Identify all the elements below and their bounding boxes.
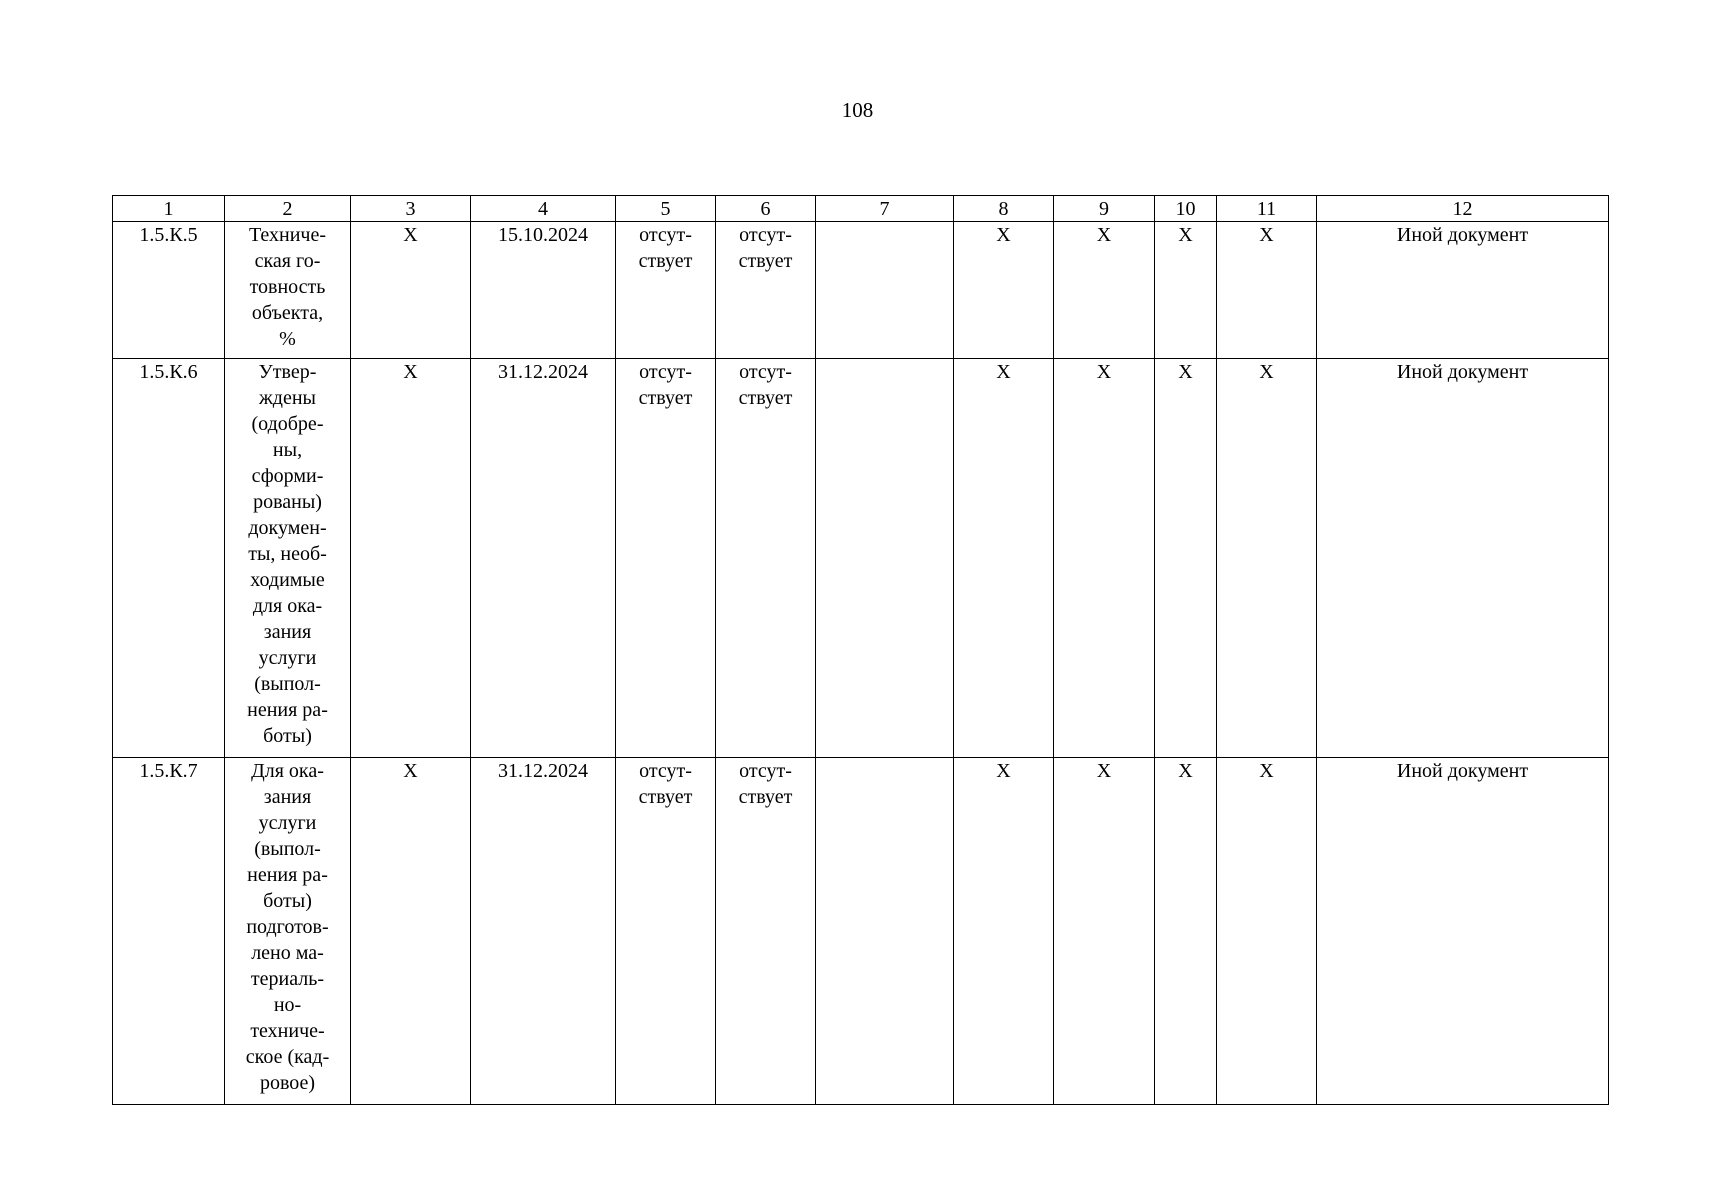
row-indicator-name: Техниче- ская го- товность объекта, % <box>225 222 351 359</box>
cell-mark: X <box>1054 359 1155 758</box>
cell-status: отсут- ствует <box>716 222 816 359</box>
cell-mark: X <box>1155 359 1217 758</box>
column-header: 9 <box>1054 196 1155 222</box>
column-header: 8 <box>954 196 1054 222</box>
cell-empty <box>816 359 954 758</box>
cell-mark: X <box>351 222 471 359</box>
cell-mark: X <box>1054 222 1155 359</box>
cell-status: отсут- ствует <box>616 758 716 1105</box>
data-table <box>112 195 1609 1105</box>
cell-status: отсут- ствует <box>716 359 816 758</box>
cell-empty <box>816 222 954 359</box>
cell-status: отсут- ствует <box>716 758 816 1105</box>
column-header: 12 <box>1317 196 1609 222</box>
cell-mark: X <box>1217 758 1317 1105</box>
row-document-type: Иной документ <box>1317 222 1609 359</box>
row-code: 1.5.К.7 <box>113 758 225 1105</box>
cell-status: отсут- ствует <box>616 359 716 758</box>
cell-empty <box>816 758 954 1105</box>
cell-mark: X <box>954 222 1054 359</box>
row-document-type: Иной документ <box>1317 359 1609 758</box>
row-document-type: Иной документ <box>1317 758 1609 1105</box>
column-header: 3 <box>351 196 471 222</box>
table-header-row <box>113 196 1609 222</box>
cell-mark: X <box>1155 758 1217 1105</box>
column-header: 1 <box>113 196 225 222</box>
column-header: 7 <box>816 196 954 222</box>
cell-mark: X <box>954 359 1054 758</box>
row-date: 31.12.2024 <box>471 758 616 1105</box>
table-row <box>113 758 1609 1105</box>
column-header: 6 <box>716 196 816 222</box>
table-row <box>113 359 1609 758</box>
column-header: 2 <box>225 196 351 222</box>
row-indicator-name: Для ока- зания услуги (выпол- нения ра- боты) подготов- лено ма- териаль- но- техниче- ское (кад- ровое) <box>225 758 351 1105</box>
cell-mark: X <box>351 359 471 758</box>
column-header: 4 <box>471 196 616 222</box>
row-date: 15.10.2024 <box>471 222 616 359</box>
cell-mark: X <box>1217 222 1317 359</box>
page-number: 108 <box>841 98 874 122</box>
cell-mark: X <box>1054 758 1155 1105</box>
column-header: 5 <box>616 196 716 222</box>
cell-mark: X <box>1155 222 1217 359</box>
row-code: 1.5.К.5 <box>113 222 225 359</box>
table-row <box>113 222 1609 359</box>
cell-mark: X <box>351 758 471 1105</box>
column-header: 11 <box>1217 196 1317 222</box>
row-date: 31.12.2024 <box>471 359 616 758</box>
column-header: 10 <box>1155 196 1217 222</box>
row-code: 1.5.К.6 <box>113 359 225 758</box>
cell-status: отсут- ствует <box>616 222 716 359</box>
cell-mark: X <box>954 758 1054 1105</box>
cell-mark: X <box>1217 359 1317 758</box>
row-indicator-name: Утвер- ждены (одобре- ны, сформи- рованы) докумен- ты, необ- ходимые для ока- зания услуги (выпол- нения ра- боты) <box>225 359 351 758</box>
